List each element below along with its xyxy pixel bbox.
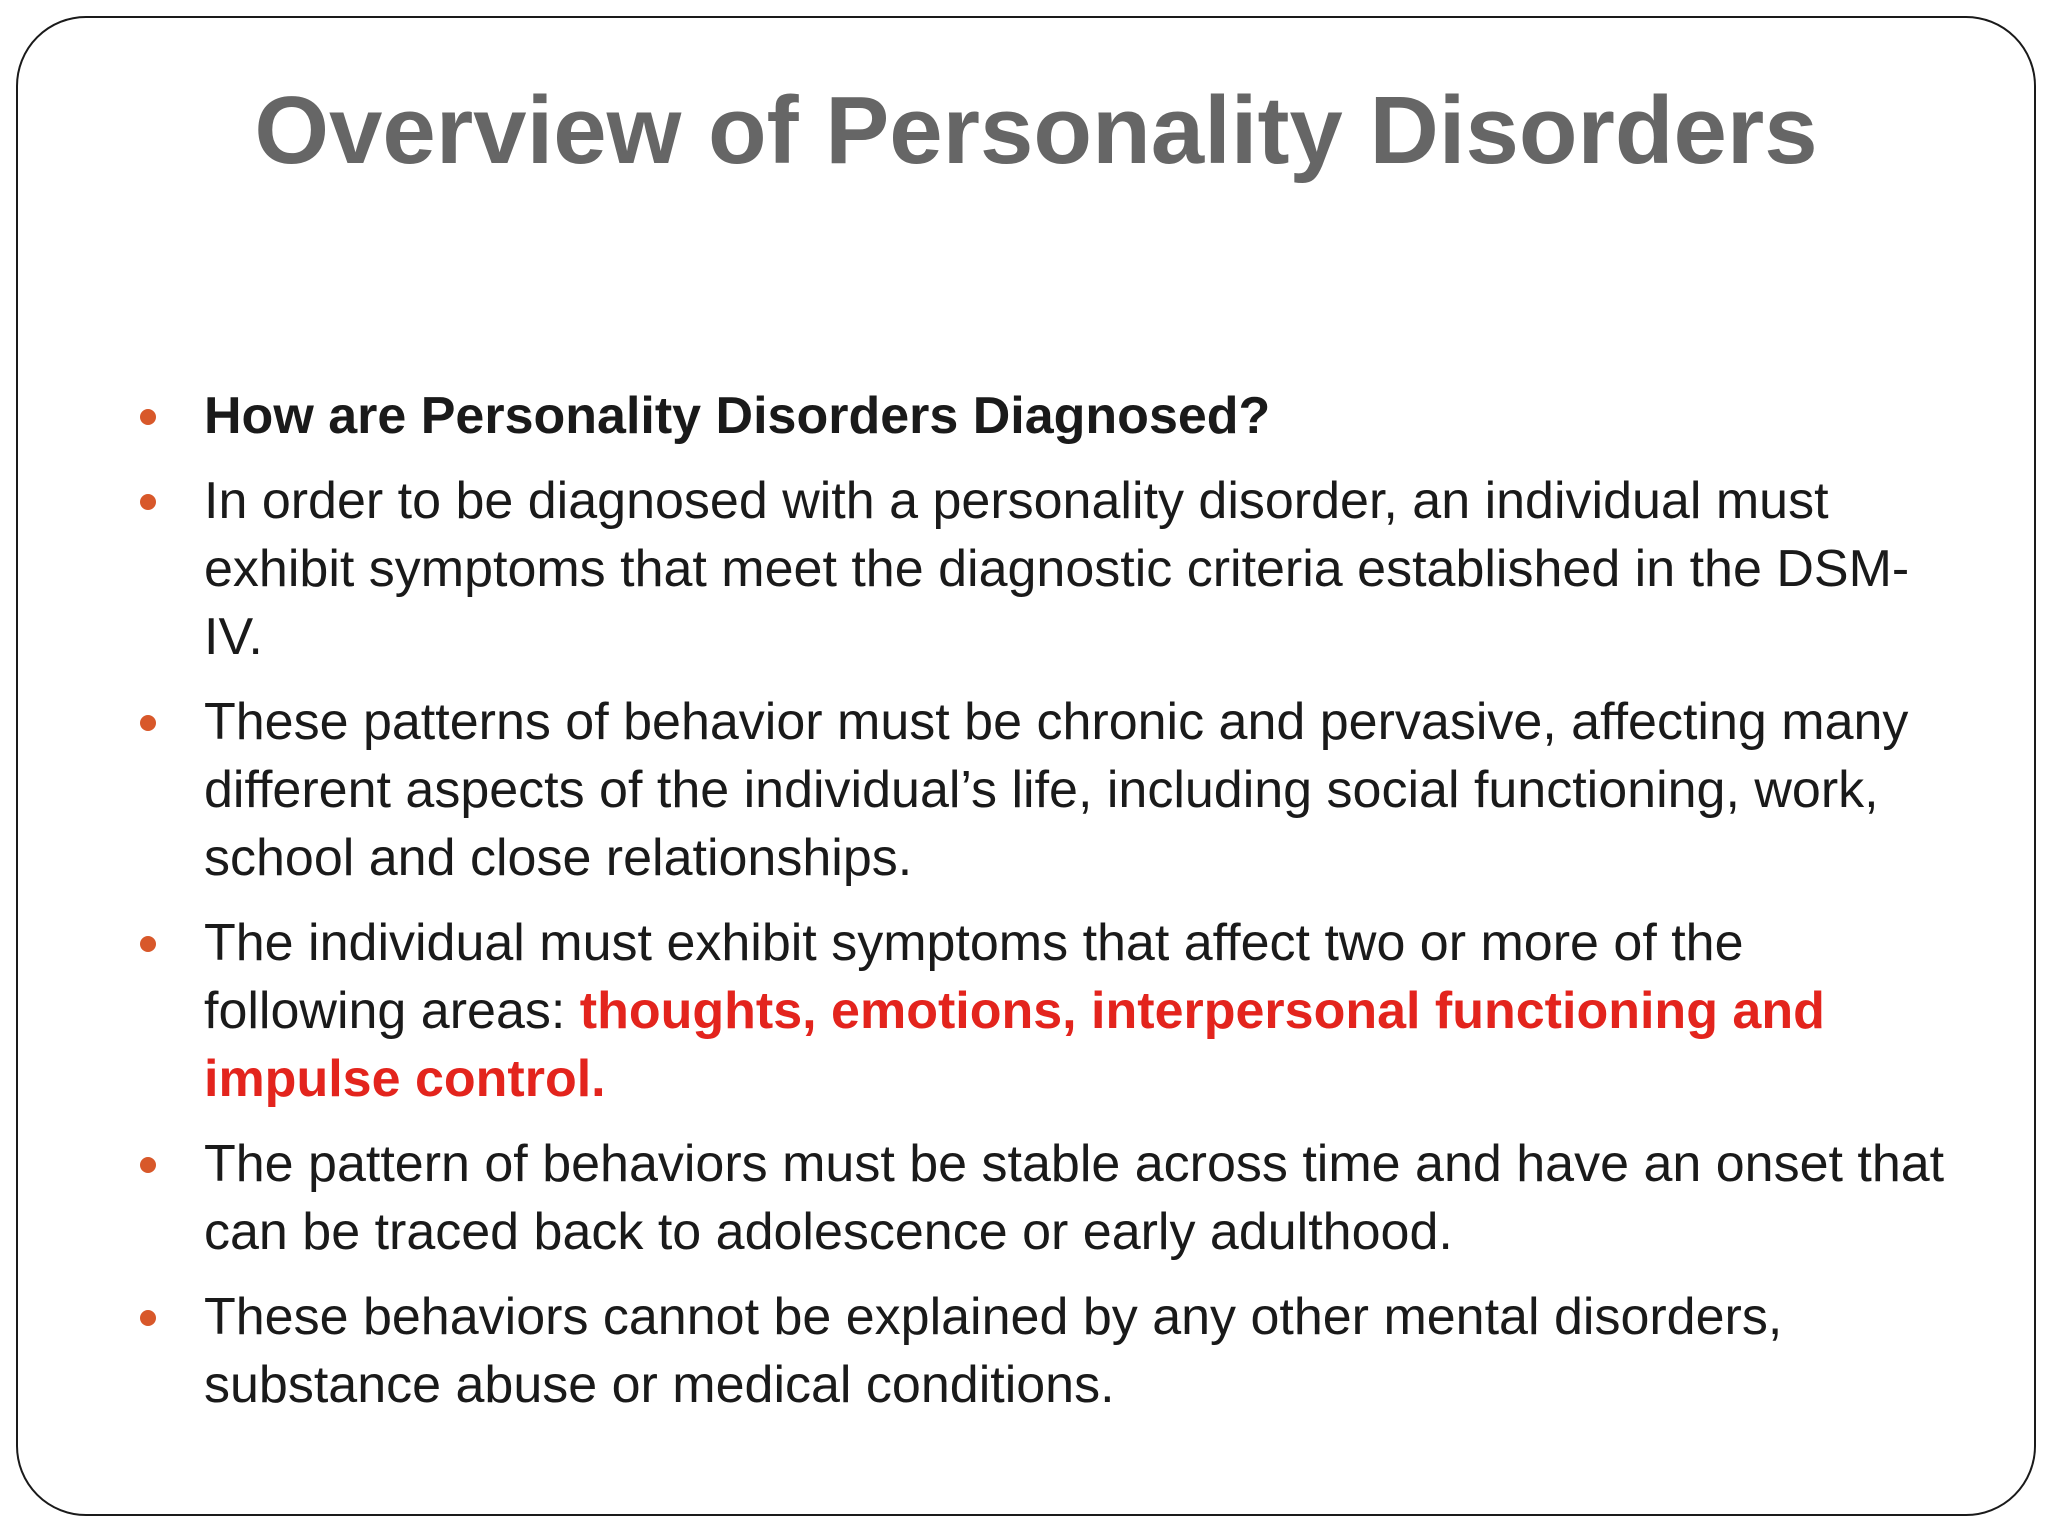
bullet-emphasis-text: thoughts, emotions, interpersonal functioning and impulse control. xyxy=(204,982,1825,1108)
slide-title: Overview of Personality Disorders xyxy=(254,77,1818,184)
bullet-dot-icon xyxy=(140,936,156,952)
bullet-dot-icon xyxy=(140,494,156,510)
bullet-text: How are Personality Disorders Diagnosed? xyxy=(204,387,1271,445)
bullet-dot-icon xyxy=(140,1310,156,1326)
bullet-list xyxy=(130,382,1960,1436)
bullet-text: The pattern of behaviors must be stable across time and have an onset that can be traced back to adolescence or early adulthood. xyxy=(204,1135,1945,1261)
bullet-item xyxy=(130,467,1960,671)
bullet-dot-icon xyxy=(140,409,156,425)
bullet-dot-icon xyxy=(140,715,156,731)
bullet-item xyxy=(130,1283,1960,1419)
slide xyxy=(16,16,2036,1516)
bullet-dot-icon xyxy=(140,1157,156,1173)
bullet-text: These behaviors cannot be explained by any other mental disorders, substance abuse or medical conditions. xyxy=(204,1288,1783,1414)
bullet-item xyxy=(130,382,1960,450)
bullet-text: In order to be diagnosed with a personality disorder, an individual must exhibit symptoms that meet the diagnostic criteria established in the DSM-IV. xyxy=(204,472,1910,666)
bullet-text: The individual must exhibit symptoms that affect two or more of the following areas: xyxy=(204,914,1744,1040)
bullet-text: These patterns of behavior must be chronic and pervasive, affecting many different aspects of the individual’s life, including social functioning, work, school and close relationships. xyxy=(204,693,1909,887)
bullet-item xyxy=(130,909,1960,1113)
bullet-item xyxy=(130,1130,1960,1266)
bullet-item xyxy=(130,688,1960,892)
